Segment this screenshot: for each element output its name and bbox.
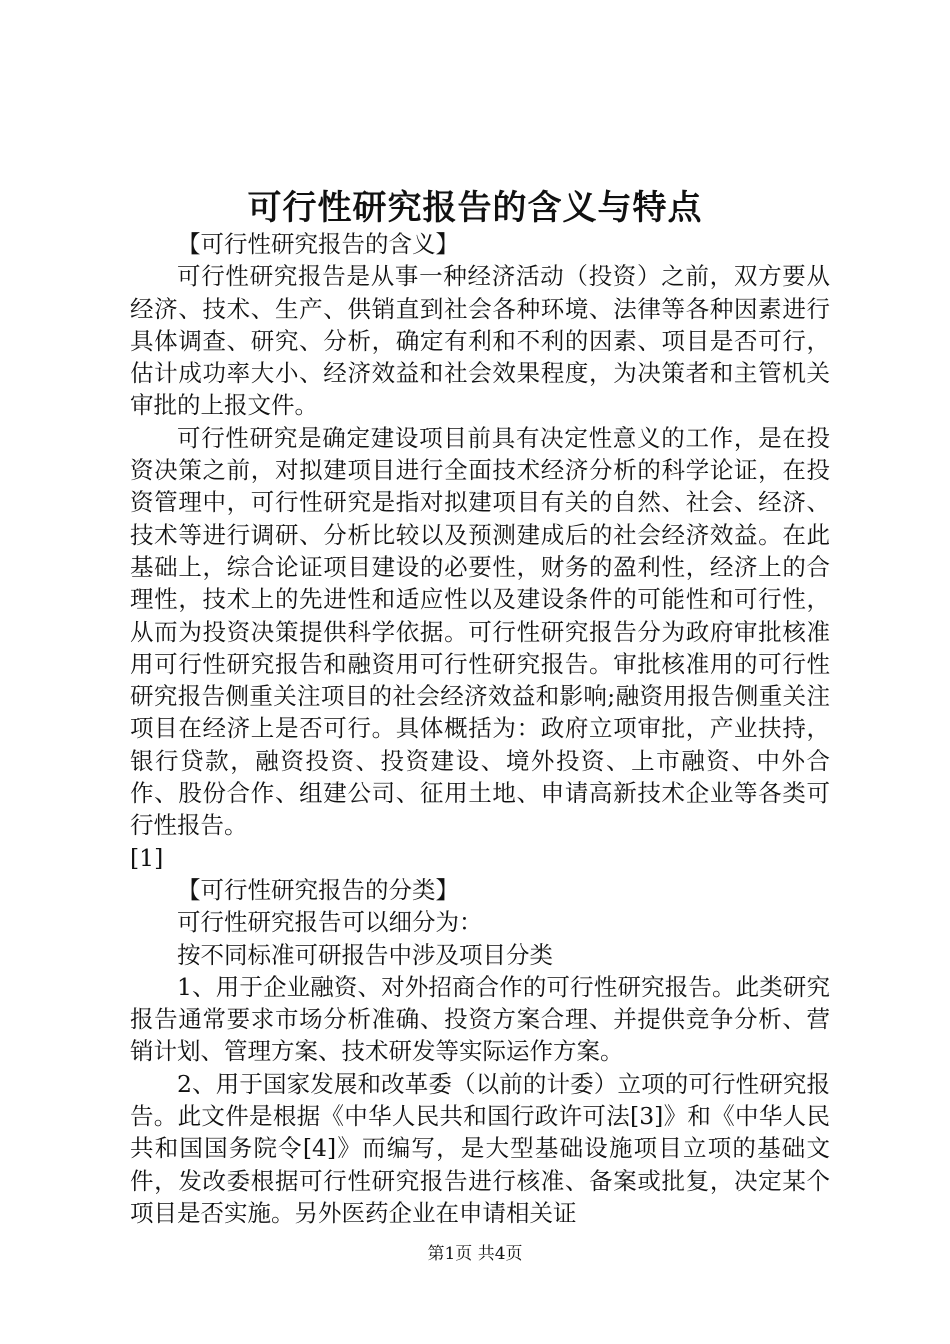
section-heading-classification: 【可行性研究报告的分类】	[177, 875, 459, 904]
paragraph-classification-standard: 按不同标准可研报告中涉及项目分类	[177, 940, 553, 969]
document-body	[130, 228, 830, 1229]
paragraph-definition: 可行性研究报告是从事一种经济活动（投资）之前，双方要从经济、技术、生产、供销直到社会各种环境、法律等各种因素进行具体调查、研究、分析，确定有利和不利的因素、项目是否可行，估计成功率大小、经济效益和社会效果程度，为决策者和主管机关审批的上报文件。	[130, 262, 830, 420]
reference-marker: [1]	[130, 843, 164, 872]
list-item-1: 1、用于企业融资、对外招商合作的可行性研究报告。此类研究报告通常要求市场分析准确、投资方案合理、并提供竞争分析、营销计划、管理方案、技术研发等实际运作方案。	[130, 972, 830, 1066]
list-item-2: 2、用于国家发展和改革委（以前的计委）立项的可行性研究报告。此文件是根据《中华人民共和国行政许可法[3]》和《中华人民共和国国务院令[4]》而编写，是大型基础设施项目立项的基础文件，发改委根据可行性研究报告进行核准、备案或批复，决定某个项目是否实施。另外医药企业在申请相关证	[130, 1069, 830, 1227]
section-heading-meaning: 【可行性研究报告的含义】	[177, 230, 459, 258]
page-footer: 第1页 共4页	[427, 1244, 523, 1264]
paragraph-feasibility-study: 可行性研究是确定建设项目前具有决定性意义的工作，是在投资决策之前，对拟建项目进行全面技术经济分析的科学论证，在投资管理中，可行性研究是指对拟建项目有关的自然、社会、经济、技术等进行调研、分析比较以及预测建成后的社会经济效益。在此基础上，综合论证项目建设的必要性，财务的盈利性，经济上的合理性，技术上的先进性和适应性以及建设条件的可能性和可行性，从而为投资决策提供科学依据。可行性研究报告分为政府审批核准用可行性研究报告和融资用可行性研究报告。审批核准用的可行性研究报告侧重关注项目的社会经济效益和影响;融资用报告侧重关注项目在经济上是否可行。具体概括为：政府立项审批，产业扶持，银行贷款，融资投资、投资建设、境外投资、上市融资、中外合作、股份合作、组建公司、征用土地、申请高新技术企业等各类可行性报告。	[130, 423, 830, 840]
document-title: 可行性研究报告的含义与特点	[247, 188, 703, 228]
paragraph-subdivision: 可行性研究报告可以细分为：	[177, 908, 483, 937]
